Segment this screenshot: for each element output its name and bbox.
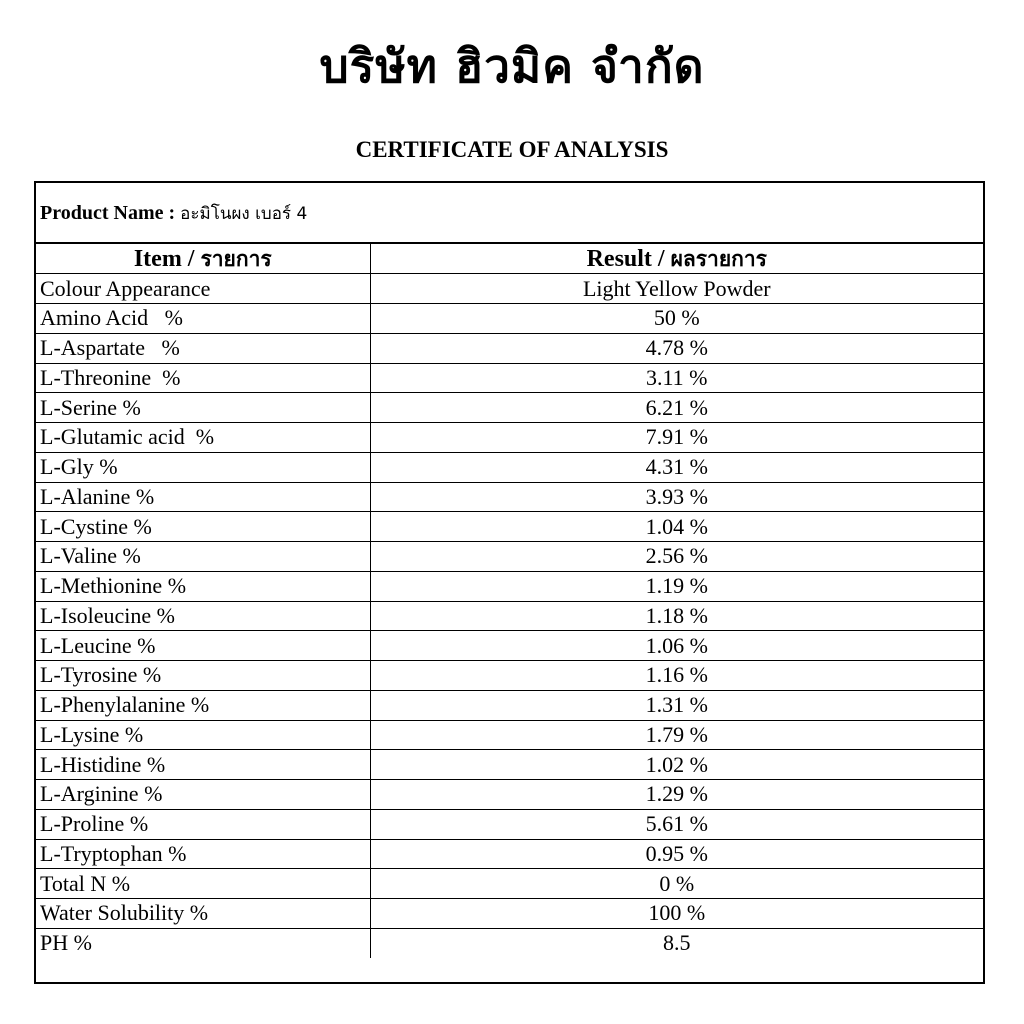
result-cell: 1.79 % — [370, 720, 983, 750]
table-row — [36, 809, 983, 839]
item-cell: PH % — [36, 928, 370, 958]
table-row — [36, 601, 983, 631]
item-cell: L-Arginine % — [36, 780, 370, 810]
item-cell: L-Serine % — [36, 393, 370, 423]
result-cell: 1.18 % — [370, 601, 983, 631]
table-row — [36, 869, 983, 899]
table-row — [36, 542, 983, 572]
result-cell: 8.5 — [370, 928, 983, 958]
product-name-label: Product Name : — [40, 202, 176, 224]
result-cell: 7.91 % — [370, 423, 983, 453]
item-cell: L-Cystine % — [36, 512, 370, 542]
table-row — [36, 393, 983, 423]
result-cell: 1.02 % — [370, 750, 983, 780]
analysis-table — [36, 244, 983, 958]
product-name-row — [36, 183, 983, 244]
table-row — [36, 839, 983, 869]
item-cell: L-Tryptophan % — [36, 839, 370, 869]
document-title: CERTIFICATE OF ANALYSIS — [355, 137, 669, 162]
certificate-table — [34, 181, 985, 984]
table-row — [36, 928, 983, 958]
table-row — [36, 631, 983, 661]
item-column-header — [36, 244, 370, 274]
item-cell: L-Phenylalanine % — [36, 690, 370, 720]
result-cell: 1.04 % — [370, 512, 983, 542]
item-cell: L-Aspartate % — [36, 333, 370, 363]
table-row — [36, 423, 983, 453]
item-cell: L-Threonine % — [36, 363, 370, 393]
item-header-th: รายการ — [200, 246, 272, 271]
result-column-header — [370, 244, 983, 274]
table-row — [36, 690, 983, 720]
table-row — [36, 661, 983, 691]
company-name: บริษัท ฮิวมิค จำกัด — [319, 39, 705, 93]
result-cell: 0.95 % — [370, 839, 983, 869]
table-row — [36, 750, 983, 780]
item-cell: L-Valine % — [36, 542, 370, 572]
result-cell: 0 % — [370, 869, 983, 899]
item-cell: Colour Appearance — [36, 274, 370, 304]
table-row — [36, 363, 983, 393]
table-body — [36, 274, 983, 958]
table-row — [36, 512, 983, 542]
item-cell: L-Gly % — [36, 452, 370, 482]
result-cell: 6.21 % — [370, 393, 983, 423]
table-row — [36, 304, 983, 334]
table-row — [36, 333, 983, 363]
item-cell: Amino Acid % — [36, 304, 370, 334]
item-cell: Water Solubility % — [36, 899, 370, 929]
item-cell: L-Proline % — [36, 809, 370, 839]
result-cell: 50 % — [370, 304, 983, 334]
result-header-th: ผลรายการ — [670, 246, 767, 271]
result-cell: 3.11 % — [370, 363, 983, 393]
item-header-en: Item / — [133, 245, 195, 272]
result-header-en: Result / — [586, 245, 665, 272]
result-cell: 1.31 % — [370, 690, 983, 720]
table-row — [36, 780, 983, 810]
product-name-value: อะมิโนผง เบอร์ 4 — [180, 204, 308, 224]
item-cell: L-Glutamic acid % — [36, 423, 370, 453]
result-cell: 5.61 % — [370, 809, 983, 839]
result-cell: 1.29 % — [370, 780, 983, 810]
result-cell: Light Yellow Powder — [370, 274, 983, 304]
table-header-row — [36, 244, 983, 274]
table-row — [36, 482, 983, 512]
item-cell: L-Leucine % — [36, 631, 370, 661]
item-cell: L-Lysine % — [36, 720, 370, 750]
result-cell: 2.56 % — [370, 542, 983, 572]
table-row — [36, 899, 983, 929]
item-cell: L-Alanine % — [36, 482, 370, 512]
result-cell: 4.31 % — [370, 452, 983, 482]
item-cell: Total N % — [36, 869, 370, 899]
result-cell: 100 % — [370, 899, 983, 929]
result-cell: 1.06 % — [370, 631, 983, 661]
table-row — [36, 720, 983, 750]
item-cell: L-Methionine % — [36, 571, 370, 601]
result-cell: 4.78 % — [370, 333, 983, 363]
table-row — [36, 274, 983, 304]
item-cell: L-Histidine % — [36, 750, 370, 780]
result-cell: 1.19 % — [370, 571, 983, 601]
result-cell: 3.93 % — [370, 482, 983, 512]
item-cell: L-Tyrosine % — [36, 661, 370, 691]
table-row — [36, 571, 983, 601]
result-cell: 1.16 % — [370, 661, 983, 691]
item-cell: L-Isoleucine % — [36, 601, 370, 631]
table-row — [36, 452, 983, 482]
